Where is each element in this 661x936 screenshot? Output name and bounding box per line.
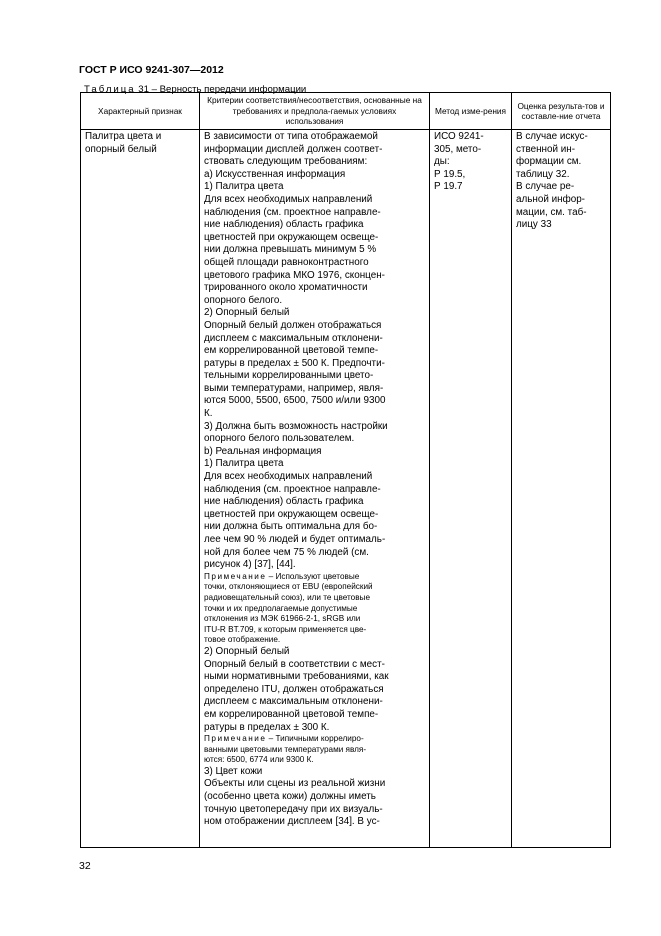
note-line [204,572,425,583]
evaluation-line: мации, см. таб- [516,206,587,218]
criteria-line: Объекты или сцены из реальной жизни [204,778,386,790]
criteria-line: выми температурами, например, явля- [204,382,384,394]
cell-feature [81,130,200,848]
cell-method [430,130,512,848]
evaluation-line: лицу 33 [516,219,552,231]
criteria-line: ются 5000, 5500, 6500, 7500 и/или 9300 [204,395,386,407]
method-line: Р 19.5, [434,168,466,180]
feature-line: опорный белый [85,143,157,155]
criteria-line: цветностей при окружающем освеще- [204,231,379,243]
criteria-line: 3) Должна быть возможность настройки [204,420,388,432]
evaluation-line: формации см. [516,156,582,168]
criteria-line: ратуры в пределах ± 300 К. [204,721,330,733]
note-line: ITU-R BT.709, к которым применяется цве- [204,624,367,634]
criteria-line: 1) Палитра цвета [204,458,284,470]
column-header-feature: Характерный признак [81,93,200,130]
note-text: – Типичными коррелиро- [266,734,364,744]
method-line: Р 19.7 [434,181,463,193]
evaluation-line: В случае ре- [516,181,575,193]
page-number: 32 [79,860,91,872]
note-line: отклонения из МЭК 61966-2-1, sRGB или [204,614,361,624]
criteria-line: (особенно цвета кожи) должны иметь [204,791,376,803]
criteria-line: общей площади равноконтрастного [204,256,369,268]
method-line: ды: [434,156,450,168]
cell-evaluation [512,130,611,848]
note-line: радиовещательный союз), или те цветовые [204,592,370,602]
criteria-line: наблюдения (см. проектное направле- [204,483,381,495]
table-row [81,130,611,848]
criteria-line: К. [204,408,213,420]
criteria-line: опорного белого пользователем. [204,433,355,445]
criteria-line: рисунок 4) [37], [44]. [204,559,296,571]
note-label: Примечание [204,734,267,744]
criteria-line: лее чем 90 % людей и будет оптималь- [204,534,386,545]
criteria-line: тельными коррелированными цвето- [204,370,374,382]
criteria-line: В зависимости от типа отображаемой [204,131,378,142]
note-line: ются: 6500, 6774 или 9300 К. [204,755,314,765]
cell-criteria [200,130,430,848]
note-label: Примечание [204,571,267,581]
criteria-line: ем коррелированной цветовой темпе- [204,345,379,357]
method-line: 305, мето- [434,143,482,155]
criteria-line: опорного белого. [204,294,283,306]
criteria-line: ными нормативными требованиями, как [204,671,389,683]
criteria-line: ном отображении дисплеем [34]. В ус- [204,816,380,828]
feature-line: Палитра цвета и [85,131,162,142]
criteria-line: 1) Палитра цвета [204,181,284,193]
criteria-line: 2) Опорный белый [204,307,290,319]
table-header-row [81,93,611,130]
note-line: товое отображение. [204,635,281,645]
document-header: ГОСТ Р ИСО 9241-307—2012 [79,64,224,76]
criteria-line: информации дисплей должен соответ- [204,143,383,155]
table-caption-label: Таблица [84,84,136,95]
criteria-line: 2) Опорный белый [204,645,290,657]
criteria-line: трированного около хроматичности [204,282,368,294]
note-text: – Используют цветовые [266,571,360,581]
criteria-line: определено ITU, должен отображаться [204,683,384,695]
note-line: точки и их предполагаемые допустимые [204,603,358,613]
criteria-line: цветового графика МКО 1976, сконцен- [204,269,385,281]
criteria-line: Для всех необходимых направлений [204,471,373,483]
conformance-table [80,92,611,848]
criteria-line: нии должна быть оптимальна для бо- [204,521,378,533]
criteria-line: нии должна превышать минимум 5 % [204,244,377,256]
criteria-line: ем коррелированной цветовой темпе- [204,708,379,720]
column-header-method: Метод изме-рения [430,93,512,130]
criteria-line: b) Реальная информация [204,445,322,457]
table-caption-title: 31 – Верность передачи информации [135,84,307,95]
criteria-line: ствовать следующим требованиям: [204,156,368,168]
criteria-line: Для всех необходимых направлений [204,193,373,205]
note-line [204,734,425,745]
column-header-criteria: Критерии соответствия/несоответствия, основанные на требованиях и предпола-гаемых условиях использования [200,93,430,130]
criteria-line: ратуры в пределах ± 500 К. Предпочти- [204,357,385,369]
criteria-line: ной для более чем 75 % людей (см. [204,546,369,558]
evaluation-line: ственной ин- [516,143,576,155]
note-line: ванными цветовыми температурами явля- [204,744,367,754]
criteria-line: 3) Цвет кожи [204,765,263,777]
criteria-line: наблюдения (см. проектное направле- [204,206,381,218]
criteria-line: Опорный белый должен отображаться [204,319,382,331]
criteria-line: ние наблюдения) область графика [204,496,364,508]
criteria-line: ние наблюдения) область графика [204,219,364,231]
method-line: ИСО 9241- [434,131,484,142]
evaluation-line: таблицу 32. [516,168,570,180]
criteria-line: а) Искусственная информация [204,168,346,180]
criteria-line: цветностей при окружающем освеще- [204,508,379,520]
criteria-line: точную цветопередачу при их визуаль- [204,803,383,815]
criteria-line: дисплеем с максимальным отклонени- [204,696,383,708]
note-line: точки, отклоняющиеся от EBU (европейский [204,582,373,592]
evaluation-line: В случае искус- [516,131,588,142]
evaluation-line: альной инфор- [516,193,585,205]
criteria-line: Опорный белый в соответствии с мест- [204,658,385,670]
column-header-evaluation: Оценка результа-тов и составле-ние отчета [512,93,611,130]
criteria-line: дисплеем с максимальным отклонени- [204,332,383,344]
